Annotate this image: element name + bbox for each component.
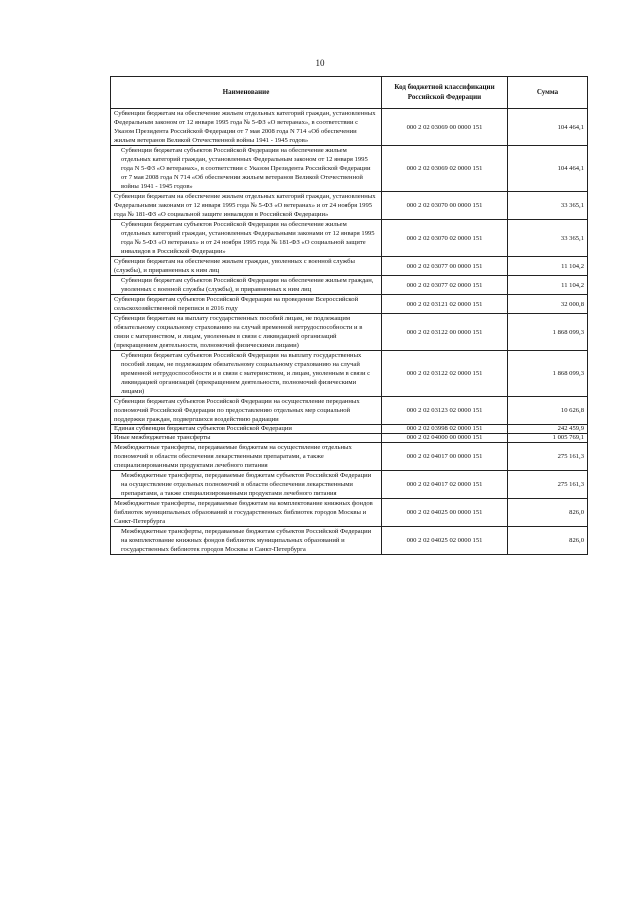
row-name-cell: Субвенции бюджетам субъектов Российской Федерации на осуществление переданных полномочий Российской Федерации по предоставлению отдельных мер социальной поддержки граждан, подвергшихся воздействию радиации: [111, 397, 382, 425]
row-name-cell: Субвенции бюджетам на обеспечение жильем граждан, уволенных с военной службы (службы), и приравненных к ним лиц: [111, 257, 382, 276]
row-code-cell: 000 2 02 03121 02 0000 151: [382, 295, 508, 314]
row-sum-cell: 11 104,2: [508, 257, 588, 276]
row-name-cell: Межбюджетные трансферты, передаваемые бюджетам субъектов Российской Федерации на комплектование книжных фондов библиотек муниципальных образований и государственных библиотек городов Москвы и Санкт-Петербурга: [111, 527, 382, 555]
row-name-cell: Единая субвенция бюджетам субъектов Российской Федерации: [111, 425, 382, 434]
row-name-cell: Межбюджетные трансферты, передаваемые бюджетам на комплектование книжных фондов библиотек муниципальных образований и государственных библиотек городов Москвы и Санкт-Петербурга: [111, 499, 382, 527]
row-code-cell: 000 2 02 04025 00 0000 151: [382, 499, 508, 527]
row-code-cell: 000 2 02 04017 02 0000 151: [382, 471, 508, 499]
table-row: [111, 443, 588, 471]
row-sum-cell: 275 161,3: [508, 443, 588, 471]
row-name-cell: Межбюджетные трансферты, передаваемые бюджетам субъектов Российской Федерации на осуществление отдельных полномочий в области обеспечения лекарственными препаратами, а также специализированными продуктами лечебного питания: [111, 471, 382, 499]
header-name: Наименование: [111, 77, 382, 109]
row-code-cell: 000 2 02 03122 00 0000 151: [382, 314, 508, 351]
table-row: [111, 471, 588, 499]
table-row: [111, 425, 588, 434]
table-row: [111, 276, 588, 295]
table-row: [111, 351, 588, 397]
budget-table: [110, 76, 588, 555]
page-number: 10: [315, 58, 325, 68]
row-code-cell: 000 2 02 03069 00 0000 151: [382, 109, 508, 146]
row-sum-cell: 104 464,1: [508, 109, 588, 146]
row-sum-cell: 32 000,8: [508, 295, 588, 314]
header-code: Код бюджетной классификации Российской Федерации: [382, 77, 508, 109]
row-sum-cell: 104 464,1: [508, 146, 588, 192]
row-code-cell: 000 2 02 04000 00 0000 151: [382, 434, 508, 443]
table-row: [111, 295, 588, 314]
row-code-cell: 000 2 02 03069 02 0000 151: [382, 146, 508, 192]
row-name-cell: Субвенции бюджетам субъектов Российской Федерации на обеспечение жильем отдельных категорий граждан, установленных Федеральным законом от 12 января 1995 года N 5-ФЗ «О ветеранах», в соответствии с Указом Президента Российской Федерации от 7 мая 2008 года N 714 «Об обеспечении жильем ветеранов Великой Отечественной войны 1941 - 1945 годов»: [111, 146, 382, 192]
row-sum-cell: 275 161,3: [508, 471, 588, 499]
row-sum-cell: 1 005 769,1: [508, 434, 588, 443]
row-name-cell: Иные межбюджетные трансферты: [111, 434, 382, 443]
row-code-cell: 000 2 02 03070 02 0000 151: [382, 220, 508, 257]
row-sum-cell: 242 459,9: [508, 425, 588, 434]
table-header: [111, 77, 588, 109]
row-name-cell: Субвенции бюджетам субъектов Российской Федерации на выплату государственных пособий лицам, не подлежащим обязательному социальному страхованию на случай временной нетрудоспособности и в связи с материнством, и лицам, уволенным в связи с ликвидацией организаций (прекращением деятельности, полномочий физическими лицами): [111, 351, 382, 397]
row-sum-cell: 10 626,8: [508, 397, 588, 425]
row-code-cell: 000 2 02 03123 02 0000 151: [382, 397, 508, 425]
row-code-cell: 000 2 02 03077 02 0000 151: [382, 276, 508, 295]
row-name-cell: Субвенции бюджетам субъектов Российской Федерации на обеспечение жильем отдельных категорий граждан, установленных Федеральными законами от 12 января 1995 года № 5-ФЗ «О ветеранах» и от 24 ноября 1995 года № 181-ФЗ «О социальной защите инвалидов в Российской Федерации»: [111, 220, 382, 257]
row-name-cell: Субвенции бюджетам субъектов Российской Федерации на проведение Всероссийской сельскохозяйственной переписи в 2016 году: [111, 295, 382, 314]
row-name-cell: Субвенции бюджетам на обеспечение жильем отдельных категорий граждан, установленных Федеральным законом от 12 января 1995 года № 5-ФЗ «О ветеранах», в соответствии с Указом Президента Российской Федерации от 7 мая 2008 года N 714 «Об обеспечении жильем ветеранов Великой Отечественной войны 1941 - 1945 годов»: [111, 109, 382, 146]
row-name-cell: Субвенции бюджетам на обеспечение жильем отдельных категорий граждан, установленных Федеральными законами от 12 января 1995 года № 5-ФЗ «О ветеранах» и от 24 ноября 1995 года № 181-ФЗ «О социальной защите инвалидов в Российской Федерации»: [111, 192, 382, 220]
row-code-cell: 000 2 02 03077 00 0000 151: [382, 257, 508, 276]
row-sum-cell: 826,0: [508, 527, 588, 555]
header-sum: Сумма: [508, 77, 588, 109]
row-sum-cell: 11 104,2: [508, 276, 588, 295]
row-sum-cell: 33 365,1: [508, 192, 588, 220]
row-sum-cell: 826,0: [508, 499, 588, 527]
row-code-cell: 000 2 02 03070 00 0000 151: [382, 192, 508, 220]
table-row: [111, 527, 588, 555]
table-row: [111, 397, 588, 425]
row-code-cell: 000 2 02 04025 02 0000 151: [382, 527, 508, 555]
table-row: [111, 314, 588, 351]
row-sum-cell: 33 365,1: [508, 220, 588, 257]
row-code-cell: 000 2 02 03998 02 0000 151: [382, 425, 508, 434]
table-row: [111, 220, 588, 257]
row-name-cell: Субвенции бюджетам на выплату государственных пособий лицам, не подлежащим обязательному социальному страхованию на случай временной нетрудоспособности и в связи с материнством, и лицам, уволенным в связи с ликвидацией организаций (прекращением деятельности, полномочий физическими лицами): [111, 314, 382, 351]
row-code-cell: 000 2 02 03122 02 0000 151: [382, 351, 508, 397]
table-row: [111, 434, 588, 443]
row-sum-cell: 1 868 099,3: [508, 314, 588, 351]
row-sum-cell: 1 868 099,3: [508, 351, 588, 397]
table-row: [111, 257, 588, 276]
row-name-cell: Межбюджетные трансферты, передаваемые бюджетам на осуществление отдельных полномочий в области обеспечения лекарственными препаратами, а также специализированными продуктами лечебного питания: [111, 443, 382, 471]
table-row: [111, 109, 588, 146]
row-code-cell: 000 2 02 04017 00 0000 151: [382, 443, 508, 471]
table-row: [111, 499, 588, 527]
table-row: [111, 192, 588, 220]
row-name-cell: Субвенции бюджетам субъектов Российской Федерации на обеспечение жильем граждан, уволенных с военной службы (службы), и приравненных к ним лиц: [111, 276, 382, 295]
table-row: [111, 146, 588, 192]
table-body: [111, 109, 588, 555]
